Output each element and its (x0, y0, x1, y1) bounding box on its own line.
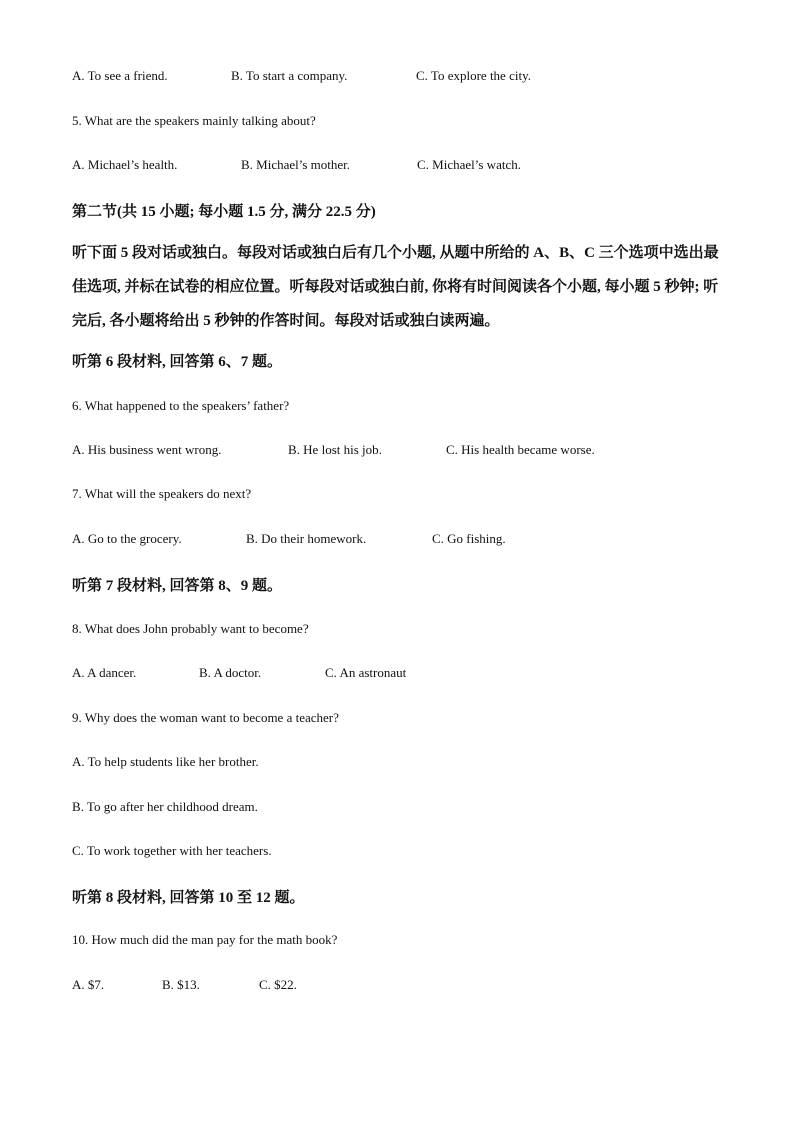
q10-option-a: A. $7. (72, 977, 105, 992)
q10-question: 10. How much did the man pay for the math book? (72, 932, 338, 947)
q8-option-b: B. A doctor. (199, 665, 262, 680)
q4-option-a: A. To see a friend. (72, 68, 168, 83)
section2-instructions: 听下面 5 段对话或独白。每段对话或独白后有几个小题, 从题中所给的 A、B、C 三个选项中选出最佳选项, 并标在试卷的相应位置。听每段对话或独白前, 你将有时间阅读各个小题, 每小题 5 秒钟; 听完后, 各小题将给出 5 秒钟的作答时间。每段对话或独白读两遍。 (72, 245, 719, 329)
text8-heading: 听第 8 段材料, 回答第 10 至 12 题。 (72, 890, 305, 906)
q9-question: 9. Why does the woman want to become a teacher? (72, 710, 339, 725)
q7-option-b: B. Do their homework. (246, 531, 367, 546)
q4-option-c: C. To explore the city. (416, 68, 531, 83)
q4-option-b: B. To start a company. (231, 68, 348, 83)
q7-option-a: A. Go to the grocery. (72, 531, 182, 546)
q5-option-b: B. Michael’s mother. (241, 157, 351, 172)
q5-question: 5. What are the speakers mainly talking about? (72, 113, 316, 128)
q9-option-b: B. To go after her childhood dream. (72, 799, 258, 814)
text6-heading: 听第 6 段材料, 回答第 6、7 题。 (72, 354, 283, 370)
q8-question: 8. What does John probably want to become? (72, 621, 309, 636)
q7-question: 7. What will the speakers do next? (72, 486, 252, 501)
q6-option-c: C. His health became worse. (446, 442, 595, 457)
q10-option-b: B. $13. (162, 977, 200, 992)
q9-option-a: A. To help students like her brother. (72, 754, 259, 769)
q9-option-c: C. To work together with her teachers. (72, 843, 272, 858)
q6-option-a: A. His business went wrong. (72, 442, 222, 457)
q10-option-c: C. $22. (259, 977, 297, 992)
q6-option-b: B. He lost his job. (288, 442, 382, 457)
text7-heading: 听第 7 段材料, 回答第 8、9 题。 (72, 578, 283, 594)
q8-option-a: A. A dancer. (72, 665, 137, 680)
q8-option-c: C. An astronaut (325, 665, 407, 680)
q5-option-c: C. Michael’s watch. (417, 157, 521, 172)
q7-option-c: C. Go fishing. (432, 531, 506, 546)
q5-option-a: A. Michael’s health. (72, 157, 178, 172)
section2-title: 第二节(共 15 小题; 每小题 1.5 分, 满分 22.5 分) (72, 204, 376, 220)
q6-question: 6. What happened to the speakers’ father? (72, 398, 290, 413)
